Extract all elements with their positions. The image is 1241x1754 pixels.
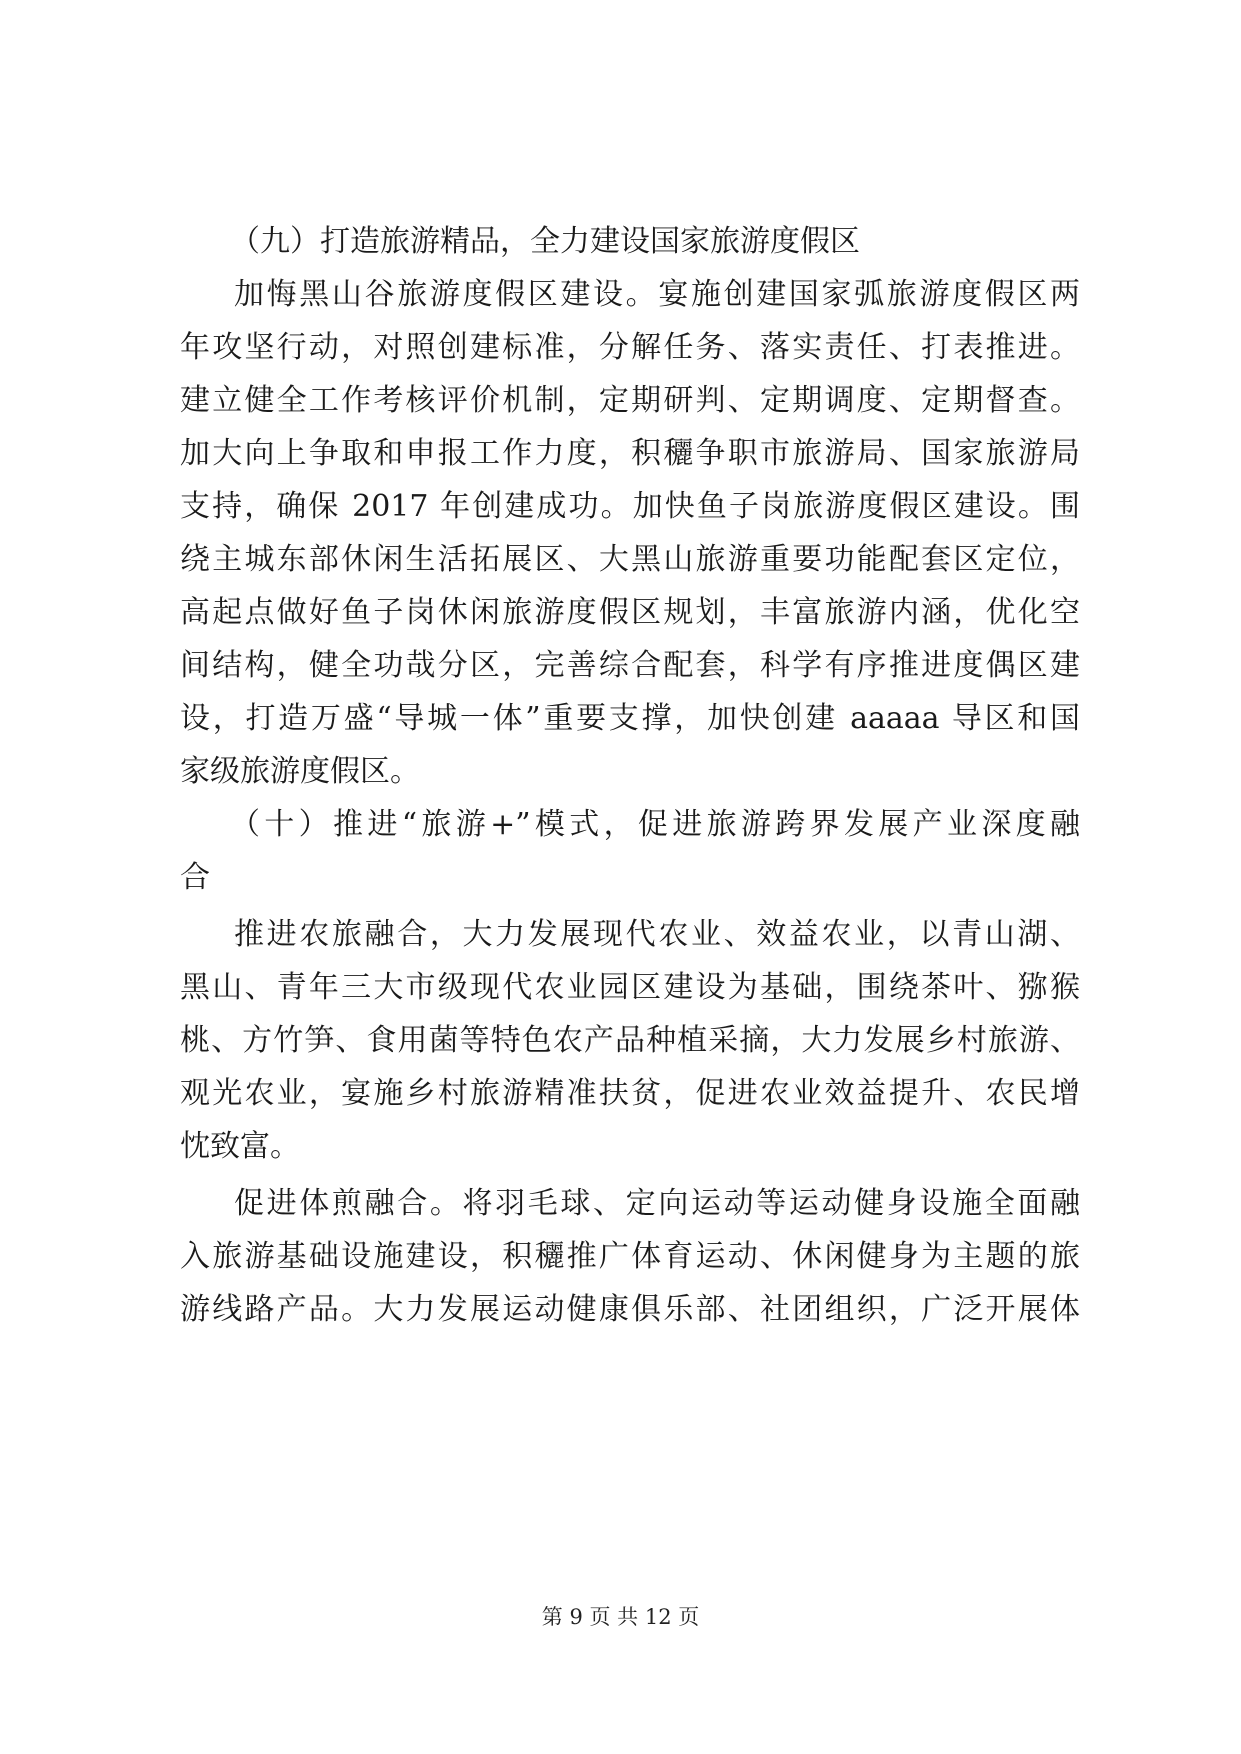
paragraph-line: 设，打造万盛“导城一体”重要支撑，加快创建 aaaaa 导区和国 — [180, 701, 1080, 736]
paragraph-line: 建立健全工作考核评价机制，定期研判、定期调度、定期督查。 — [180, 383, 1080, 418]
paragraph-line: 入旅游基础设施建设，积穲推广体育运动、休闲健身为主题的旅 — [180, 1239, 1080, 1274]
section-heading-10-continuation: 合 — [180, 860, 210, 895]
paragraph-line: 间结构，健全功哉分区，完善综合配套，科学有序推进度偶区建 — [180, 648, 1080, 683]
paragraph-line: 促进体煎融合。将羽毛球、定向运动等运动健身设施全面融 — [234, 1186, 1080, 1221]
paragraph-line: 加悔黑山谷旅游度假区建设。宴施创建国家弧旅游度假区两 — [234, 277, 1080, 312]
paragraph-line: 忱致富。 — [180, 1129, 300, 1164]
paragraph-line: 桃、方竹笋、食用菌等特色农产品种植采摘，大力发展乡村旅游、 — [180, 1023, 1080, 1058]
paragraph-line: 年攻坚行动，对照创建标准，分解任务、落实责任、打表推进。 — [180, 330, 1080, 365]
paragraph-line: 观光农业，宴施乡村旅游精准扶贫，促进农业效益提升、农民增 — [180, 1076, 1080, 1111]
paragraph-line: 加大向上争取和申报工作力度，积穲争职市旅游局、国家旅游局 — [180, 436, 1080, 471]
paragraph-line: 高起点做好鱼子岗休闲旅游度假区规划，丰富旅游内涵，优化空 — [180, 595, 1080, 630]
paragraph-line: 绕主城东部休闲生活拓展区、大黑山旅游重要功能配套区定位， — [180, 542, 1080, 577]
paragraph-line: 黑山、青年三大市级现代农业园区建设为基础，围绕茶叶、猕猴 — [180, 970, 1080, 1005]
section-heading-10: （十）推进“旅游+”模式，促进旅游跨界发展产业深度融 — [230, 807, 1080, 842]
paragraph-line: 支持，确保 2017 年创建成功。加快鱼子岗旅游度假区建设。围 — [180, 489, 1080, 524]
page-footer: 第 9 页 共 12 页 — [541, 1605, 700, 1629]
paragraph-line: 游线路产品。大力发展运动健康俱乐部、社团组织，广泛开展体 — [180, 1292, 1080, 1327]
paragraph-line: 家级旅游度假区。 — [180, 754, 420, 789]
paragraph-line: 推进农旅融合，大力发展现代农业、效益农业，以青山湖、 — [234, 917, 1080, 952]
section-heading-9: （九）打造旅游精品，全力建设国家旅游度假区 — [230, 224, 860, 259]
